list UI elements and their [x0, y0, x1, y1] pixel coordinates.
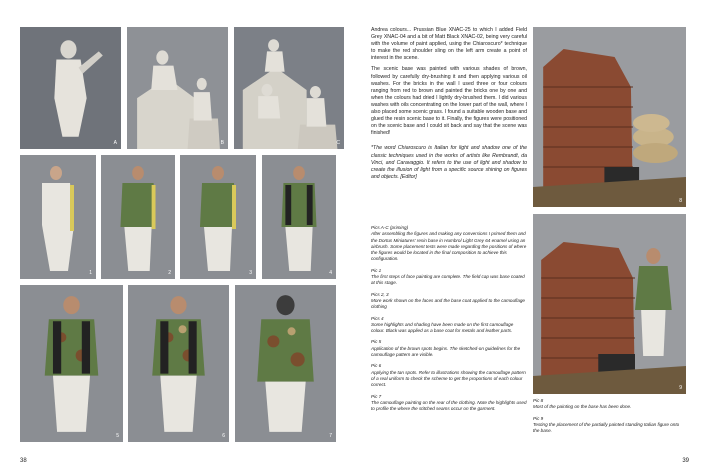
- photo-7: [235, 285, 336, 442]
- caption-title: Pics A-C (priming): [371, 225, 409, 230]
- caption-body: Application of the brown spots begins. The sketched-on guidelines for the camouflage pattern are visible.: [371, 345, 521, 358]
- photo-5: [20, 285, 123, 442]
- photo-4: [262, 155, 336, 279]
- photo-label: 8: [679, 198, 682, 204]
- photo-label: 2: [168, 270, 171, 276]
- photo-c: [234, 27, 344, 149]
- caption-title: Pics 4: [371, 315, 384, 321]
- page-number-left: 38: [20, 458, 27, 464]
- footnote: *The word Chiaroscuro is Italian for light and shadow one of the classic techniques used in the works of artists like Rembrandt, da Vinci, and Caravaggio. It refers to the use of light and shadow to create the illusion of light from a specific source shining on figures and objects. [Editor]: [371, 145, 527, 180]
- caption-body: Most of the painting on the base has been done.: [533, 404, 632, 410]
- photo-1: [20, 155, 96, 279]
- page-number-right: 39: [682, 458, 689, 464]
- caption-body: Testing the placement of the partially painted standing Italian figure onto the base.: [533, 421, 680, 434]
- photo-a: [20, 27, 121, 149]
- caption-title: Pic 9: [533, 415, 544, 421]
- caption-body: More work shown on the faces and the base coat applied to the camouflage clothing: [371, 297, 525, 310]
- photo-label: 1: [89, 270, 92, 276]
- caption-title: Pic 6: [371, 363, 382, 369]
- photo-label: 6: [222, 433, 225, 439]
- caption-body: After assembling the figures and making any conversions I primed them and the Dortus Miniatures' resin base in Humbrol Light Grey 64 enamel using an airbrush. Some placement tests were made regarding the positions of where the figures would be located in the final composition to achieve this configuration.: [371, 231, 527, 262]
- caption-body: Some highlights and shading have been made on the first camouflage colour. Black was applied as a base coat for metals and leather parts.: [371, 321, 514, 334]
- photo-label: 7: [329, 433, 332, 439]
- caption-body: The camouflage painting on the rear of the clothing. Note the highlights used to profile the where the stitched seams occur on the garment.: [371, 399, 527, 412]
- photo-b: [127, 27, 228, 149]
- photo-label: C: [336, 140, 340, 146]
- caption-title: Pic 1: [371, 267, 382, 273]
- photo-label: 3: [249, 270, 252, 276]
- photo-label: 4: [329, 270, 332, 276]
- body-paragraph: Andrea colours... Prussian Blue XNAC-25 to which I added Field Grey XNAC-04 and a bit of Matt Black XNAC-02, being very careful with the volume of paint applied, using the Chiaroscuro* technique to make the red shoulder sling on the left arm create a point of interest in the scene.: [371, 27, 527, 62]
- side-captions: [533, 398, 683, 434]
- caption-body: Applying the tan spots. Refer to illustrations showing the camouflage pattern of a real uniform to check the scheme to get the proportions of each colour correct.: [371, 369, 526, 388]
- caption-body: The first steps of face painting are complete. The field cap was base coated at this stage.: [371, 274, 525, 286]
- photo-label: 9: [679, 385, 682, 391]
- photo-8: [533, 27, 686, 207]
- article-body: [371, 27, 527, 185]
- photo-label: B: [220, 140, 224, 146]
- caption-title: Pics 2, 3: [371, 291, 389, 297]
- caption-title: Pic 8: [533, 398, 544, 403]
- caption-title: Pic 5: [371, 339, 382, 345]
- photo-2: [101, 155, 175, 279]
- body-paragraph: The scenic base was painted with various shades of brown, followed by carefully dry-brushing it and then applying various oil washes. For the bricks in the wall I used three or four colours ranging from red to brown and painted the bricks one by one and when the colours had dried I lightly dry-brushed them. I did various washes with oils concentrating on the lower part of the wall, where I also placed some scenic grass. I found a suitable wooden base and glued the resin scenic base to it. Finally, the figures were positioned on the scenic base and I could sit back and say that the scene was finished!: [371, 66, 527, 137]
- photo-captions: [371, 225, 527, 417]
- photo-3: [180, 155, 256, 279]
- photo-label: A: [113, 140, 117, 146]
- caption-title: Pic 7: [371, 393, 382, 399]
- photo-6: [128, 285, 229, 442]
- photo-label: 5: [116, 433, 119, 439]
- photo-9: [533, 214, 686, 394]
